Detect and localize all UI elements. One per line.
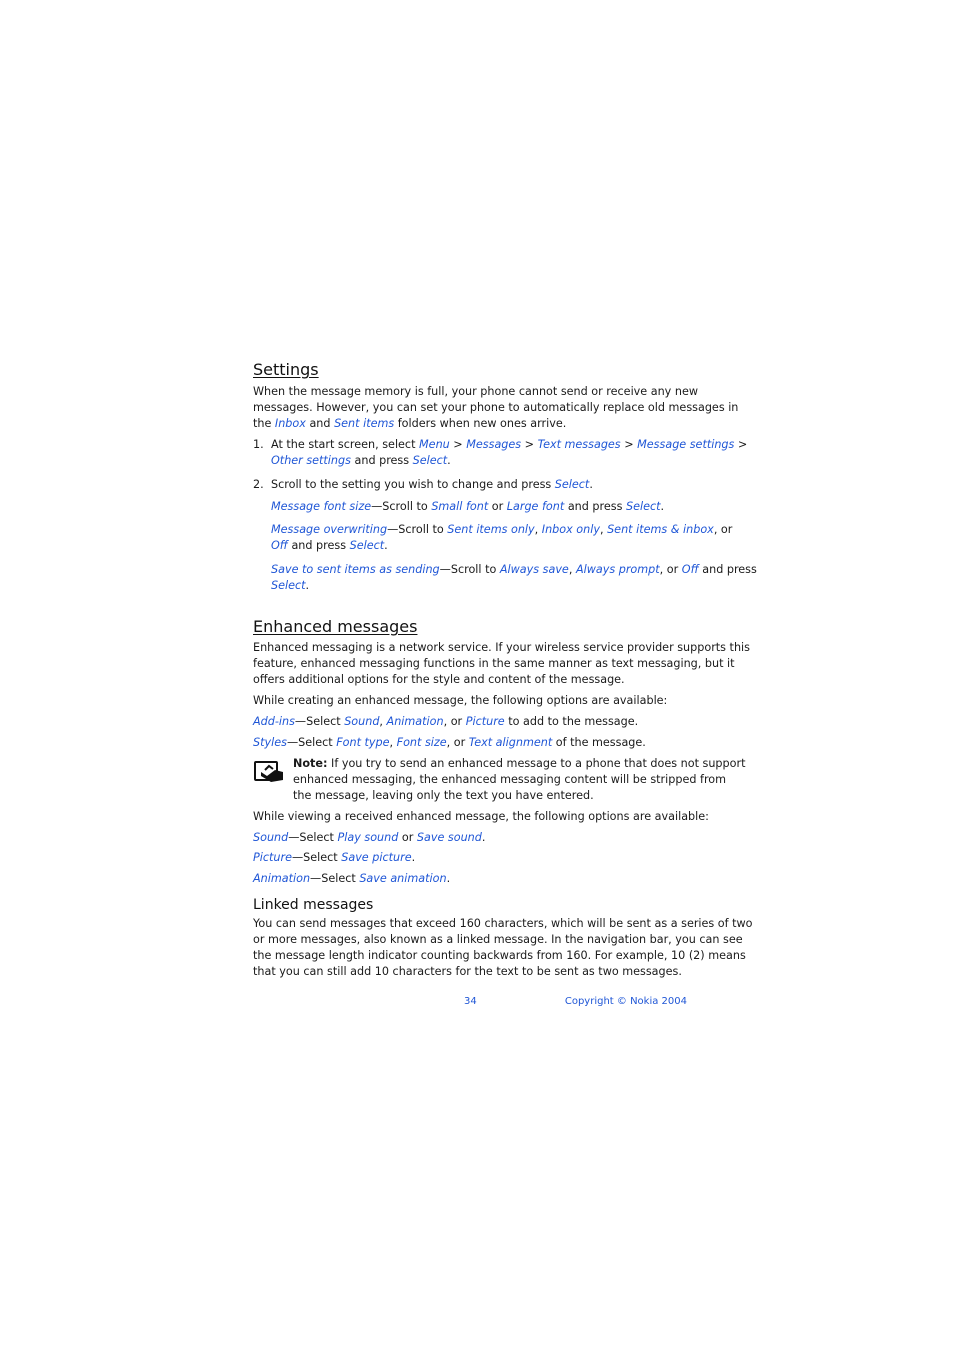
text-line [253, 830, 687, 846]
menu-term: Large font [506, 500, 565, 513]
menu-term: Animation [253, 872, 311, 885]
text-run: folders when new ones arrive. [394, 417, 567, 430]
text-run: and press [698, 563, 757, 576]
text-run: , [568, 563, 576, 576]
text-run: , or [443, 715, 466, 728]
text-run: and [305, 417, 335, 430]
enhanced-intro [253, 640, 750, 688]
text-line [253, 693, 687, 709]
text-run: and press [564, 500, 626, 513]
text-line [253, 948, 746, 964]
option-save-to-sent-items [271, 562, 757, 594]
option-styles [253, 735, 687, 751]
menu-term: Sent items [334, 417, 395, 430]
step-2-number: 2. [253, 478, 264, 491]
text-run: , [389, 736, 397, 749]
text-line [271, 453, 687, 469]
menu-term: Sent items only [447, 523, 535, 536]
text-line [253, 735, 687, 751]
copyright-notice: Copyright © Nokia 2004 [564, 996, 687, 1007]
settings-heading: Settings [253, 360, 319, 379]
text-run: —Select [291, 851, 342, 864]
text-run: . [589, 478, 593, 491]
menu-term: Text messages [537, 438, 621, 451]
menu-term: Select [625, 500, 661, 513]
menu-term: Play sound [337, 831, 399, 844]
text-line [253, 656, 735, 672]
enhanced-creating-text [253, 693, 687, 709]
text-run: of the message. [552, 736, 646, 749]
enhanced-messages-heading: Enhanced messages [253, 617, 418, 636]
text-run: , [379, 715, 387, 728]
text-line [271, 562, 757, 578]
step-1-number: 1. [253, 438, 264, 451]
text-line [253, 714, 687, 730]
menu-term: Small font [431, 500, 489, 513]
text-run: . [446, 872, 451, 885]
text-run: > [449, 438, 467, 451]
text-run: the message, leaving only the text you have entered. [293, 789, 594, 802]
text-run: > [521, 438, 538, 451]
option-message-font-size [271, 499, 687, 515]
text-run: or [398, 831, 417, 844]
text-run: . [305, 579, 310, 592]
text-run: enhanced messaging, the enhanced messaging content will be stripped from [293, 773, 727, 786]
text-run: . [447, 454, 451, 467]
text-line [271, 437, 748, 453]
text-line [253, 384, 698, 400]
option-sound [253, 830, 687, 846]
menu-term: Save animation [359, 872, 447, 885]
text-run: You can send messages that exceed 160 characters, which will be sent as a series of two [253, 917, 753, 930]
menu-term: Message overwriting [271, 523, 388, 536]
text-run: , [534, 523, 542, 536]
linked-messages-heading: Linked messages [253, 897, 374, 913]
text-run: While creating an enhanced message, the following options are available: [253, 694, 668, 707]
text-line [293, 772, 727, 788]
text-run: the [253, 417, 275, 430]
menu-term: Message font size [271, 500, 372, 513]
menu-term: Save sound [416, 831, 482, 844]
menu-term: Always prompt [575, 563, 660, 576]
text-line [253, 809, 709, 825]
menu-term: Message settings [637, 438, 735, 451]
text-run: or more messages, also known as a linked message. In the navigation bar, you can see [253, 933, 743, 946]
note-hand-icon [253, 760, 285, 784]
menu-term: Picture [253, 851, 292, 864]
text-line [253, 964, 687, 980]
text-run: . [481, 831, 486, 844]
menu-term: Always save [499, 563, 569, 576]
text-line [271, 499, 687, 515]
text-run: —Scroll to [387, 523, 448, 536]
menu-term: Styles [253, 736, 287, 749]
text-line [293, 756, 746, 772]
text-line [253, 932, 743, 948]
menu-term: Select [271, 579, 306, 592]
text-line [253, 640, 750, 656]
text-run: . [411, 851, 416, 864]
text-run: At the start screen, select [271, 438, 420, 451]
menu-term: Text alignment [468, 736, 553, 749]
text-run: —Select [310, 872, 360, 885]
menu-term: Messages [466, 438, 522, 451]
menu-term: Picture [465, 715, 505, 728]
text-run: —Select [286, 736, 337, 749]
menu-term: Menu [419, 438, 450, 451]
menu-term: Other settings [271, 454, 351, 467]
text-run: or [488, 500, 507, 513]
text-run: —Select [288, 831, 338, 844]
text-run: —Select [294, 715, 345, 728]
menu-term: Sound [344, 715, 380, 728]
enhanced-viewing-text [253, 809, 709, 825]
menu-term: Save to sent items as sending [271, 563, 440, 576]
note-text [293, 756, 746, 804]
text-run: to add to the message. [504, 715, 639, 728]
menu-term: Off [271, 539, 288, 552]
menu-term: Font type [336, 736, 390, 749]
option-picture [253, 850, 687, 866]
menu-term: Inbox [274, 417, 306, 430]
settings-intro [253, 384, 739, 432]
text-run: and press [287, 539, 350, 552]
text-line [253, 871, 687, 887]
text-run: that you can still add 10 characters for the text to be sent as two messages. [253, 965, 682, 978]
text-run: offers additional options for the style and content of the message. [253, 673, 625, 686]
text-run: If you try to send an enhanced message to a phone that does not support [327, 757, 746, 770]
note-label: Note: [293, 757, 328, 770]
menu-term: Sound [253, 831, 289, 844]
text-line [253, 916, 753, 932]
text-run: , or [713, 523, 733, 536]
step-2-text [271, 477, 687, 493]
text-line [253, 416, 687, 432]
text-line [253, 400, 739, 416]
menu-term: Select [554, 478, 590, 491]
menu-term: Sent items & inbox [607, 523, 714, 536]
menu-term: Add-ins [253, 715, 295, 728]
text-run: messages. However, you can set your phone to automatically replace old messages in [253, 401, 739, 414]
linked-messages-body [253, 916, 753, 980]
text-run: , or [659, 563, 682, 576]
text-line [271, 578, 687, 594]
page-number: 34 [464, 996, 477, 1007]
text-run: , or [446, 736, 469, 749]
text-run: > [620, 438, 638, 451]
text-run: . [660, 500, 665, 513]
menu-term: Inbox only [541, 523, 600, 536]
text-run: . [384, 539, 388, 552]
option-message-overwriting [271, 522, 733, 554]
text-line [253, 672, 687, 688]
text-line [271, 522, 733, 538]
text-run: When the message memory is full, your phone cannot send or receive any new [253, 385, 698, 398]
text-run: and press [350, 454, 413, 467]
text-run: Enhanced messaging is a network service. If your wireless service provider supports this [253, 641, 750, 654]
menu-term: Animation [386, 715, 444, 728]
text-run: —Scroll to [439, 563, 500, 576]
menu-term: Select [349, 539, 385, 552]
menu-term: Font size [396, 736, 447, 749]
step-1-text [271, 437, 748, 469]
menu-term: Off [681, 563, 699, 576]
menu-term: Select [412, 454, 448, 467]
option-animation [253, 871, 687, 887]
text-line [293, 788, 687, 804]
text-line [271, 538, 687, 554]
text-run: , [599, 523, 608, 536]
text-line [271, 477, 687, 493]
option-add-ins [253, 714, 687, 730]
text-line [253, 850, 687, 866]
text-run: feature, enhanced messaging functions in the same manner as text messaging, but it [253, 657, 735, 670]
text-run: > [734, 438, 748, 451]
text-run: the message length indicator counting backwards from 160. For example, 10 (2) means [253, 949, 746, 962]
text-run: While viewing a received enhanced message, the following options are available: [253, 810, 709, 823]
text-run: Scroll to the setting you wish to change and press [271, 478, 555, 491]
text-run: —Scroll to [371, 500, 432, 513]
menu-term: Save picture [341, 851, 412, 864]
